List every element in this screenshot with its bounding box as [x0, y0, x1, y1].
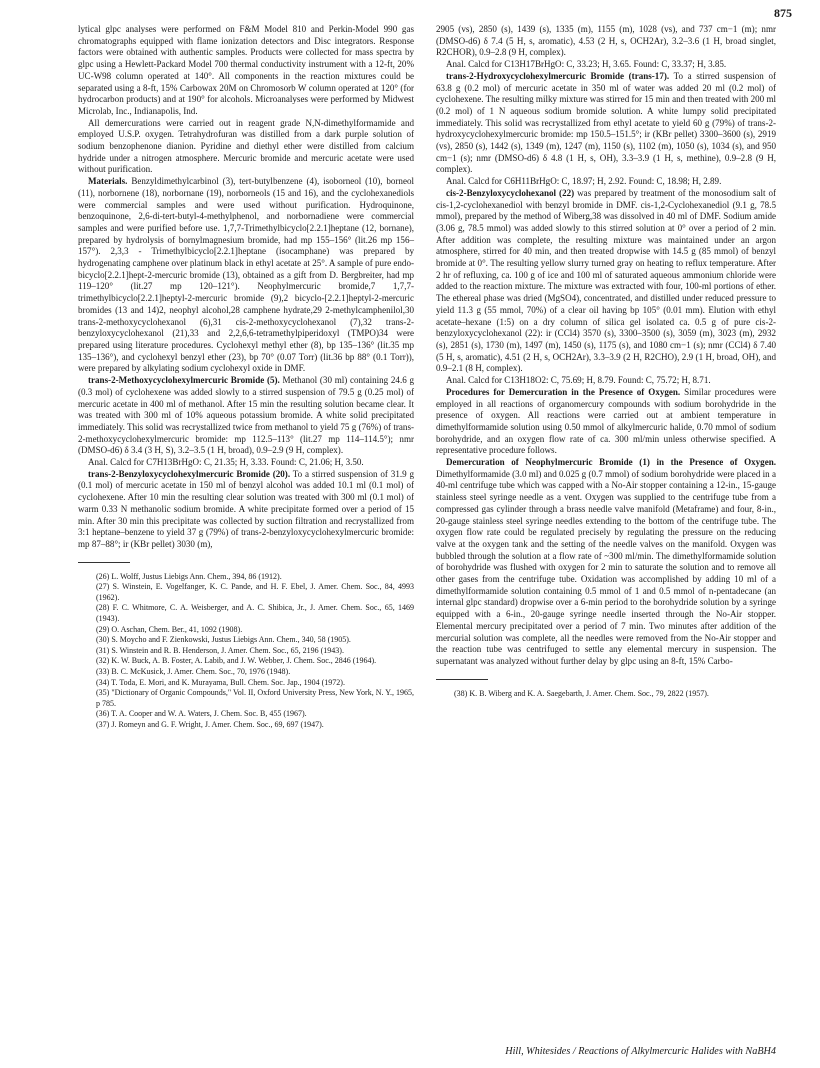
- footnote: (34) T. Toda, E. Mori, and K. Murayama, Bull. Chem. Soc. Jap., 1904 (1972).: [96, 677, 345, 687]
- paragraph-text: To a stirred suspension of 63.8 g (0.2 mol) of mercuric acetate in 350 ml of water was added 20 ml (0.2 mol) of cyclohexene. The resulting milky mixture was stirred for 15 min and then treated with 200 ml (0.2 mol) of 1 N aqueous sodium bromide solution. A white lumpy solid precipitated immediately. This solid was recrystallized from ethyl acetate to yield 60 g (79%) of trans-2-hydroxycyclohexylmercuric bromide: mp 150.5–151.5°; ir (KBr pellet) 3300–3600 (s), 2919 (vs), 2850 (s), 1442 (s), 1349 (m), 1247 (m), 1150 (s), 1102 (m), 1050 (s), 1034 (s), and 950 cm−1 (s); nmr (DMSO-d6) δ 4.8 (1 H, s, OH), 3.3–3.9 (1 H, s, methine), 0.9–2.8 (9 H, complex).: [436, 70, 777, 175]
- paragraph-text: To a stirred suspension of 31.9 g (0.1 mol) of mercuric acetate in 150 ml of benzyl alcohol was added 10.1 ml (0.1 mol) of cyclohexene. After 10 min the resulting clear solution was treated with 300 ml (0.1 mol) of warm 0.33 N methanolic sodium bromide. A white precipitate formed over a period of 15 min. After 30 min this precipitate was collected by suction filtration and recrystallized from 3:1 heptane–benzene to yield 37 g (79%) of trans-2-benzyloxycyclohexylmercuric bromide: mp 87–88°; ir (KBr pellet) 3030 (m),: [78, 468, 414, 549]
- section-heading: Demercuration of Neophylmercuric Bromide (1) in the Presence of Oxygen.: [446, 457, 776, 468]
- page-number: 875: [774, 6, 792, 20]
- right-column: [436, 24, 776, 699]
- section-heading: Materials.: [88, 176, 128, 187]
- paragraph-text: Similar procedures were employed in all reactions of organomercury compounds with sodium borohydride in the presence of oxygen. All reactions were carried out at ambient temperature in dimethylformamide solution using 0.50 mmol of alkylmercuric halide, 0.70 mmol of sodium borohydride, and an oxygen flow rate of ca. 300 ml/min unless otherwise specified. A representative procedure follows.: [436, 386, 776, 456]
- footnote: (36) T. A. Cooper and W. A. Waters, J. Chem. Soc. B, 455 (1967).: [96, 709, 307, 719]
- running-footer: Hill, Whitesides / Reactions of Alkylmercuric Halides with NaBH4: [505, 1046, 776, 1057]
- analysis-line: Anal. Calcd for C6H11BrHgO: C, 18.97; H, 2.92. Found: C, 18.98; H, 2.89.: [446, 176, 722, 187]
- footnote: (32) K. W. Buck, A. B. Foster, A. Labib, and J. W. Webber, J. Chem. Soc., 2846 (1964).: [96, 656, 377, 666]
- analysis-line: Anal. Calcd for C13H18O2: C, 75.69; H, 8.79. Found: C, 75.72; H, 8.71.: [446, 375, 711, 386]
- footnote: (38) K. B. Wiberg and K. A. Saegebarth, J. Amer. Chem. Soc., 79, 2822 (1957).: [454, 688, 709, 698]
- footnote: (33) B. C. McKusick, J. Amer. Chem. Soc., 70, 1976 (1948).: [96, 666, 291, 676]
- section-heading: Procedures for Demercuration in the Presence of Oxygen.: [446, 386, 681, 397]
- footnote: (29) O. Aschan, Chem. Ber., 41, 1092 (1908).: [96, 624, 243, 634]
- section-heading: trans-2-Methoxycyclohexylmercuric Bromide (5).: [88, 375, 280, 386]
- paragraph-text: Benzyldimethylcarbinol (3), tert-butylbenzene (4), isoborneol (10), borneol (11), norbornene (18), norbornane (19), norborneols (15 and 16), and the cyclohexanediols were commercial samples and were used without purification. Hydroquinone, benzoquinone, 2,6-di-tert-butyl-4-methylphenol, and norbornadiene were commercial samples and were purified before use. 1,7,7-Trimethylbicyclo[2.2.1]heptane (12, bornane), prepared by hydrolysis of bornylmagnesium bromide, had mp 155–156° (lit.26 mp 156–157°). 2,3,3 - Trimethylbicyclo[2.2.1]heptane (isocamphane) was prepared by hydrogenating camphene over platinum black in ethyl acetate at 25°. A sample of pure endo-bicyclo[2.2.1]hept-2-mercuric bromide (13), obtained as a gift from D. Bergbreiter, had mp 119–120° (lit.27 mp 120–121°). Neophylmercuric bromide,7 1,7,7-trimethylbicyclo[2.2.1]heptyl-2-mercuric bromide (9),2 bicyclo-[2.2.1]heptyl-2-mercuric bromides (13 and 14)2, neophyl alcohol,28 camphene hydrate,29 2-methylcamphenilol,30 trans-2-methoxycyclohexanol (6),31 cis-2-methoxycyclohexanol (7),32 trans-2-benzyloxycyclohexanol (21),33 and 2,2,6,6-tetramethylpiperidoxyl (TMPO)34 were prepared using literature procedures. Cyclohexyl methyl ether (8), bp 135–136° (lit.35 mp 135–136°), and cyclohexyl benzyl ether (23), bp 70° (0.07 Torr) (lit.36 bp 88° (0.1 Torr)), were prepared by alkylating sodium cyclohexyl oxide in DMF.: [78, 176, 414, 374]
- footnote-list: [436, 689, 776, 700]
- left-column: [78, 24, 414, 731]
- paragraph: lytical glpc analyses were performed on F&M Model 810 and Perkin-Model 990 gas chromatographs equipped with flame ionization detectors and Disc integrators. Response factors were obtained with authentic samples. Products were collected for mass spectra by glpc using a Hewlett-Packard Model 700 thermal conductivity instrument with a 12-ft, 20% UC-W98 column operated at 140°. All components in the reaction mixtures could be separated using a 8-ft, 15% Carbowax 20M on Chromosorb W column operated at 120° (for hydrocarbon products) and at 190° for alcohols. Microanalyses were performed by Midwest Microlab, Inc., Indianapolis, Ind.: [78, 24, 414, 116]
- footnote-divider: [436, 679, 488, 680]
- right-body: [436, 24, 776, 668]
- footnote: (37) J. Romeyn and G. F. Wright, J. Amer. Chem. Soc., 69, 697 (1947).: [96, 719, 324, 729]
- section-heading: trans-2-Benzyloxycyclohexylmercuric Bromide (20).: [88, 468, 291, 479]
- paragraph-text: Dimethylformamide (3.0 ml) and 0.025 g (0.7 mmol) of sodium borohydride were placed in a 40-ml centrifuge tube which was capped with a No-Air stopper containing a 12-in., 15-gauge stainless steel syringe needle as a vent. Oxygen was supplied to the centrifuge tube from a compressed gas cylinder through a brass needle valve manifold (Metaframe) and four, 8-in., 20-gauge stainless steel syringe needles extending to the bottom of the centrifuge tube. The oxygen flow rate could be regulated precisely by regulating the pressure on the reducing valve at the oxygen tank and the setting of the needle valves on the manifold. Oxygen was bubbled through the solution at a flow rate of ~300 ml/min. The dimethylformamide solution of borohydride was flushed with oxygen for 2 min to saturate the solution and to remove all other gases from the centrifuge tube. Oxidation was accomplished by adding 10 ml of a dimethylformamide solution containing 0.5 mmol of 1 and 0.5 mmol of n-pentadecane (an internal glpc standard) dropwise over a 6-min period to the borohydride solution by a syringe equipped with a 6-in., 20-gauge syringe needle inserted through the No-Air stopper. Elemental mercury precipitated over a period of 7 min. Two minutes after addition of the mercurial solution was complete, all the needles were removed from the No-Air stopper and the reaction tube was centrifuged to settle any elemental mercury in suspension. The supernatant was analyzed without further delay by glpc using an 8-ft, 15% Carbo-: [436, 468, 776, 666]
- paragraph: All demercurations were carried out in reagent grade N,N-dimethylformamide and employed U.S.P. oxygen. Tetrahydrofuran was distilled from a dark purple solution of sodium benzophenone dianion. Pyridine and diethyl ether were distilled from calcium hydride under a nitrogen atmosphere. Mercuric bromide and mercuric acetate were used without purification.: [78, 117, 414, 175]
- paragraph: [436, 457, 776, 668]
- footnote: (28) F. C. Whitmore, C. A. Weisberger, and A. C. Shibica, Jr., J. Amer. Chem. Soc., 65, 1469 (1943).: [96, 603, 414, 624]
- section-heading: cis-2-Benzyloxycyclohexanol (22): [446, 187, 575, 198]
- footnote: (27) S. Winstein, E. Vogelfanger, K. C. Pande, and H. F. Ebel, J. Amer. Chem. Soc., 84, 4993 (1962).: [96, 582, 414, 602]
- footnote-divider: [78, 562, 130, 563]
- footnote: (26) L. Wolff, Justus Liebigs Ann. Chem., 394, 86 (1912).: [96, 571, 282, 581]
- section-heading: trans-2-Hydroxycyclohexylmercuric Bromide (trans-17).: [446, 70, 670, 81]
- analysis-line: Anal. Calcd for C13H17BrHgO: C, 33.23; H, 3.65. Found: C, 33.37; H, 3.85.: [446, 59, 727, 70]
- paragraph-text: was prepared by treatment of the monosodium salt of cis-1,2-cyclohexanediol with benzyl bromide in DMF. cis-1,2-Cyclohexanediol (9.1 g, 78.5 mmol), prepared by the method of Wiberg,38 was dissolved in 40 ml of DMF. Sodium amide (3.06 g, 78.5 mmol) was added slowly to this stirred solution at 0° over a period of 2 min. After addition was complete, the resulting mixture was maintained under an argon atmosphere, stirred for 40 min, and then treated dropwise with 14.5 g (85 mmol) of benzyl bromide at 0°. The resulting yellow slurry turned gray on heating to reflux temperature. After 2 hr of refluxing, ca. 100 g of ice and 100 ml of saturated aqueous ammonium chloride were added to the reaction mixture. The mixture was extracted with four, 100-ml portions of ether. The ethereal phase was dried (MgSO4), concentrated, and distilled under reduced pressure to yield 11.3 g (55 mmol, 70%) of a clear oil having bp 105° (0.01 mm). Elution with ethyl acetate–hexane (1:5) on a dry column of silica gel isolated ca. 0.5 g of pure cis-2-benzyloxycyclohexanol (22): ir (CCl4) 3570 (s), 3300–3500 (s), 3059 (m), 3023 (m), 2932 (s), 2851 (s), 1730 (m), 1497 (m), 1450 (s), 1175 (s), and 1080 cm−1 (s); nmr (CCl4) δ 7.40 (5 H, s, aromatic), 4.51 (2 H, s, OCH2Ar), 3.3–3.9 (2 H, R2CHO), 2.9 (1 H, broad, OH), and 0.9–2.1 (8 H, complex).: [436, 187, 777, 374]
- paragraph: [436, 387, 776, 457]
- paragraph: [78, 176, 414, 375]
- footnote-list: [78, 572, 414, 731]
- paragraph-text: Methanol (30 ml) containing 24.6 g (0.3 mol) of cyclohexene was added slowly to a stirred suspension of 79.5 g (0.25 mol) of mercuric acetate in 400 ml of methanol. After 15 min the resulting solution became clear. It was treated with 300 ml of 10% aqueous potassium bromide. A white solid precipitated immediately. This solid was recrystallized twice from methanol to yield 75 g (76%) of trans-2-methoxycyclohexylmercuric bromide: mp 112.5–113° (lit.27 mp 114–114.5°); nmr (DMSO-d6) δ 3.4 (3 H, S), 3.2–3.5 (1 H, broad), 0.9–2.9 (9 H, complex).: [78, 375, 414, 456]
- left-body: [78, 24, 414, 551]
- analysis-line: Anal. Calcd for C7H13BrHgO: C, 21.35; H, 3.33. Found: C, 21.06; H, 3.50.: [88, 457, 364, 468]
- paragraph: [436, 71, 776, 176]
- paragraph: [78, 375, 414, 457]
- paragraph: 2905 (vs), 2850 (s), 1439 (s), 1335 (m), 1155 (m), 1028 (vs), and 737 cm−1 (m); nmr (DMSO-d6) δ 7.4 (5 H, s, aromatic), 4.53 (2 H, s, OCH2Ar), 3.2–3.6 (1 H, broad singlet, R2CHOR), 0.9–2.8 (9 H, complex).: [436, 24, 776, 58]
- footnote: (30) S. Moycho and F. Zienkowski, Justus Liebigs Ann. Chem., 340, 58 (1905).: [96, 635, 351, 645]
- footnote: (35) "Dictionary of Organic Compounds," Vol. II, Oxford University Press, New York, N. Y., 1965, p 785.: [96, 688, 414, 708]
- paragraph: [436, 188, 776, 375]
- footnote: (31) S. Winstein and R. B. Henderson, J. Amer. Chem. Soc., 65, 2196 (1943).: [96, 645, 344, 655]
- paragraph: [78, 469, 414, 551]
